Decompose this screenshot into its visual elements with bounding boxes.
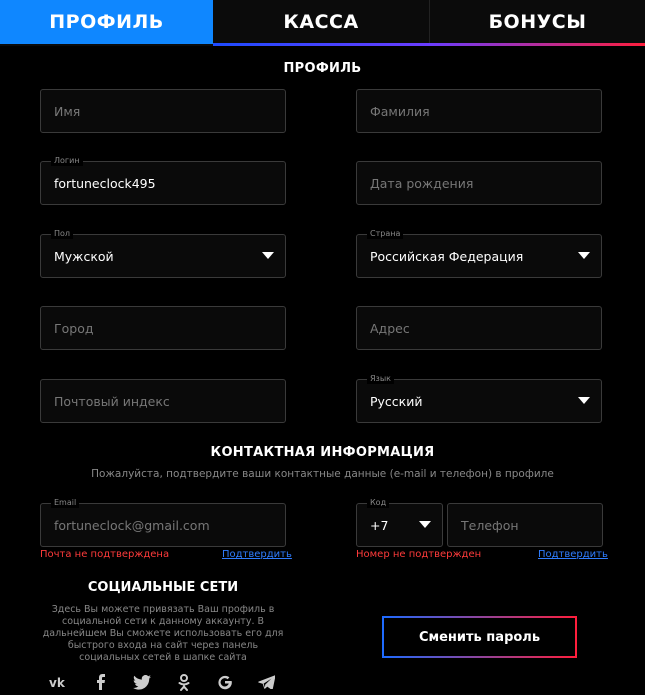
top-tabs (0, 0, 645, 46)
first-name-placeholder: Имя (54, 103, 81, 119)
vk-icon[interactable] (48, 672, 70, 692)
tab-bonuses[interactable]: БОНУСЫ (488, 11, 587, 33)
first-name-field[interactable] (40, 89, 286, 133)
change-password-button[interactable]: Сменить пароль (382, 616, 577, 658)
social-description: Здесь Вы можете привязать Ваш профиль в социальной сети к данному аккаунту. В дальнейшем Вы сможете использовать его для быстрого входа на сайт через панель социальных сетей в шапке сайта (42, 604, 284, 663)
phone-code-select[interactable] (356, 498, 443, 547)
city-placeholder: Город (54, 320, 94, 336)
facebook-icon[interactable] (90, 672, 112, 692)
contact-title: КОНТАКТНАЯ ИНФОРМАЦИЯ (210, 445, 435, 460)
email-field[interactable] (40, 498, 286, 547)
odnoklassniki-icon[interactable] (173, 672, 195, 692)
language-select[interactable] (356, 374, 602, 423)
phone-field[interactable] (447, 503, 603, 547)
email-confirm-link[interactable]: Подтвердить (222, 549, 292, 560)
email-label: Email (51, 498, 79, 508)
phone-confirm-link[interactable]: Подтвердить (538, 549, 608, 560)
birthdate-field[interactable] (356, 161, 602, 205)
phone-code-value: +7 (370, 517, 389, 533)
gender-label: Пол (51, 229, 73, 239)
city-field[interactable] (40, 306, 286, 350)
country-select[interactable] (356, 229, 602, 278)
social-icons (40, 672, 286, 692)
telegram-icon[interactable] (256, 672, 278, 692)
twitter-icon[interactable] (131, 672, 153, 692)
phone-error: Номер не подтвержден (356, 549, 482, 560)
address-field[interactable] (356, 306, 602, 350)
postal-code-placeholder: Почтовый индекс (54, 393, 170, 409)
email-value: fortuneclock@gmail.com (54, 517, 210, 533)
tab-cashier[interactable]: КАССА (213, 0, 430, 44)
postal-code-field[interactable] (40, 379, 286, 423)
country-value: Российская Федерация (370, 248, 524, 264)
last-name-field[interactable] (356, 89, 602, 133)
login-value: fortuneclock495 (54, 175, 156, 191)
chevron-down-icon (262, 252, 274, 259)
chevron-down-icon (578, 252, 590, 259)
tabs-underline (213, 43, 645, 46)
login-field[interactable] (40, 156, 286, 205)
chevron-down-icon (419, 521, 431, 528)
email-error: Почта не подтверждена (40, 549, 170, 560)
country-label: Страна (367, 229, 403, 239)
gender-value: Мужской (54, 248, 114, 264)
login-label: Логин (51, 156, 83, 166)
language-label: Язык (367, 374, 394, 384)
svg-text:vk: vk (49, 676, 65, 689)
address-placeholder: Адрес (370, 320, 410, 336)
tab-profile[interactable]: ПРОФИЛЬ (0, 0, 213, 44)
gender-select[interactable] (40, 229, 286, 278)
birthdate-placeholder: Дата рождения (370, 175, 474, 191)
social-title: СОЦИАЛЬНЫЕ СЕТИ (87, 580, 239, 595)
profile-title: ПРОФИЛЬ (283, 61, 362, 76)
contact-hint: Пожалуйста, подтвердите ваши контактные данные (e-mail и телефон) в профиле (91, 468, 554, 480)
phone-placeholder: Телефон (461, 517, 519, 533)
google-icon[interactable] (214, 672, 236, 692)
phone-code-label: Код (367, 498, 389, 508)
last-name-placeholder: Фамилия (370, 103, 430, 119)
language-value: Русский (370, 393, 423, 409)
chevron-down-icon (578, 397, 590, 404)
